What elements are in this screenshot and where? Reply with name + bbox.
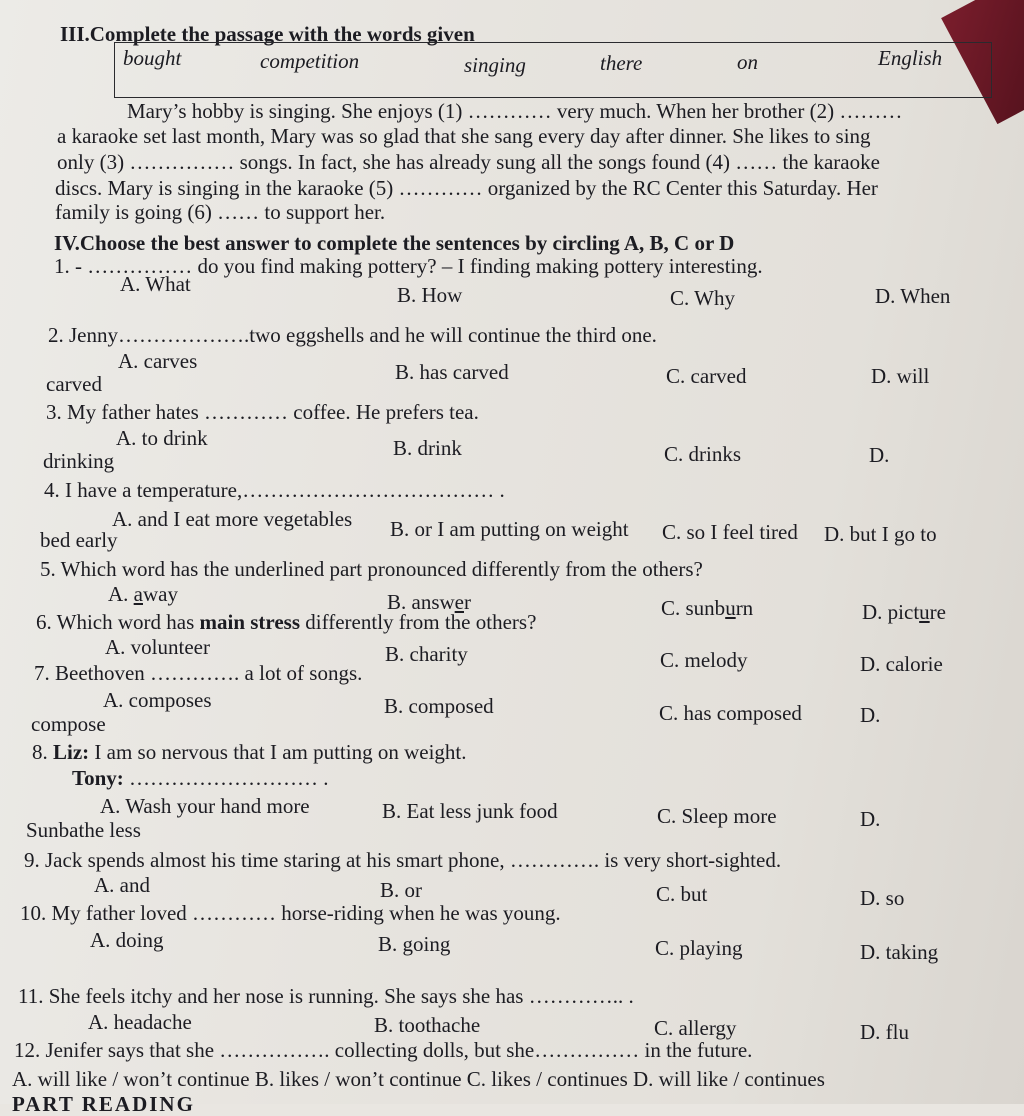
option-c[interactable]: C. Why xyxy=(670,286,735,310)
option-a[interactable]: A. and I eat more vegetables xyxy=(112,507,353,531)
stem-emphasis: main stress xyxy=(199,610,301,634)
question-stem: 7. Beethoven …………. a lot of songs. xyxy=(34,661,363,685)
passage-line: discs. Mary is singing in the karaoke (5) ………… organized by the RC Center this Saturday. Her xyxy=(55,176,878,200)
option-c[interactable] xyxy=(661,596,753,620)
option-d[interactable]: D. xyxy=(860,703,881,727)
underlined-letter: u xyxy=(725,596,736,620)
word-item: bought xyxy=(123,46,182,70)
option-d[interactable] xyxy=(862,600,946,624)
option-c[interactable]: C. melody xyxy=(660,648,748,672)
option-d[interactable]: D. flu xyxy=(860,1020,909,1044)
option-a[interactable]: A. composes xyxy=(103,688,212,712)
option-c[interactable]: C. so I feel tired xyxy=(662,520,798,544)
option-d[interactable]: D. When xyxy=(875,284,951,308)
option-a[interactable]: A. carves xyxy=(118,349,198,373)
word-item: competition xyxy=(260,49,360,73)
option-c[interactable]: C. playing xyxy=(655,936,743,960)
speaker-tony: Tony: xyxy=(72,766,124,790)
option-c-suffix: rn xyxy=(735,596,754,620)
option-d-continued: bed early xyxy=(40,528,118,552)
option-b[interactable]: B. composed xyxy=(384,694,494,718)
option-d-continued: Sunbathe less xyxy=(26,818,141,842)
question-stem: 10. My father loved ………… horse-riding when he was young. xyxy=(20,901,561,925)
option-b[interactable]: B. going xyxy=(378,932,451,956)
option-d[interactable]: D. will xyxy=(871,364,930,388)
option-a[interactable]: A. headache xyxy=(88,1010,192,1034)
option-a-suffix: way xyxy=(143,582,178,606)
speaker-liz: Liz: xyxy=(53,740,90,764)
option-b[interactable]: B. charity xyxy=(385,642,468,666)
option-c[interactable]: C. carved xyxy=(666,364,747,388)
option-d[interactable]: D. so xyxy=(860,886,905,910)
option-row[interactable]: A. will like / won’t continue B. likes / won’t continue C. likes / continues D. will like / continues xyxy=(12,1067,825,1091)
underlined-letter: u xyxy=(919,600,930,624)
option-b-suffix: r xyxy=(464,590,471,614)
question-stem: 4. I have a temperature,……………………………… . xyxy=(44,478,505,502)
option-d[interactable]: D. xyxy=(869,443,890,467)
option-b[interactable]: B. has carved xyxy=(395,360,509,384)
section-3-heading: III.Complete the passage with the words given xyxy=(60,22,475,46)
option-a[interactable]: A. What xyxy=(120,272,191,296)
word-item: English xyxy=(878,46,943,70)
option-b[interactable]: B. Eat less junk food xyxy=(382,799,558,823)
option-b-prefix: B. answ xyxy=(387,590,455,614)
option-d[interactable]: D. xyxy=(860,807,881,831)
option-a[interactable]: A. Wash your hand more xyxy=(100,794,310,818)
option-a[interactable]: A. to drink xyxy=(116,426,208,450)
option-c[interactable]: C. Sleep more xyxy=(657,804,777,828)
section-4-heading: IV.Choose the best answer to complete the sentences by circling A, B, C or D xyxy=(54,231,735,255)
question-stem: 2. Jenny……………….two eggshells and he will continue the third one. xyxy=(48,323,657,347)
option-a-prefix: A. xyxy=(108,582,134,606)
question-stem: 5. Which word has the underlined part pronounced differently from the others? xyxy=(40,557,703,581)
question-stem: 12. Jenifer says that she ……………. collecting dolls, but she…………… in the future. xyxy=(14,1038,753,1062)
option-d[interactable]: D. but I go to xyxy=(824,522,937,546)
tony-line xyxy=(72,766,329,790)
passage-line: a karaoke set last month, Mary was so glad that she sang every day after dinner. She likes to sing xyxy=(57,124,871,148)
option-b[interactable]: B. toothache xyxy=(374,1013,481,1037)
answer-blank: ……………………… . xyxy=(129,766,329,790)
option-c[interactable]: C. but xyxy=(656,882,708,906)
word-item: on xyxy=(737,50,758,74)
liz-line: I am so nervous that I am putting on weight. xyxy=(94,740,467,764)
option-d-prefix: D. pict xyxy=(862,600,920,624)
option-a[interactable]: A. doing xyxy=(90,928,164,952)
option-d-suffix: re xyxy=(929,600,946,624)
word-item: singing xyxy=(464,53,526,77)
option-c[interactable]: C. drinks xyxy=(664,442,742,466)
underlined-letter: e xyxy=(454,590,464,614)
passage-line: only (3) …………… songs. In fact, she has already sung all the songs found (4) …… the karaoke xyxy=(57,150,880,174)
passage-line: family is going (6) …… to support her. xyxy=(55,200,386,224)
stem-prefix: 6. Which word has xyxy=(36,610,200,634)
option-a[interactable]: A. and xyxy=(94,873,150,897)
question-stem: 11. She feels itchy and her nose is running. She says she has ………….. . xyxy=(18,984,634,1008)
option-d[interactable]: D. calorie xyxy=(860,652,943,676)
option-d-continued: carved xyxy=(46,372,102,396)
option-c[interactable]: C. has composed xyxy=(659,701,802,725)
option-d-continued: compose xyxy=(31,712,106,736)
option-b[interactable]: B. drink xyxy=(393,436,462,460)
word-item: there xyxy=(600,51,643,75)
option-b[interactable]: B. or I am putting on weight xyxy=(390,517,629,541)
part-reading-heading: PART READING xyxy=(12,1092,195,1116)
option-a[interactable] xyxy=(108,582,178,606)
word-box xyxy=(114,42,992,98)
option-b[interactable]: B. or xyxy=(380,878,422,902)
question-number: 8. xyxy=(32,740,53,764)
option-c-prefix: C. sunb xyxy=(661,596,726,620)
passage-line: Mary’s hobby is singing. She enjoys (1) ………… very much. When her brother (2) ……… xyxy=(127,99,903,123)
option-d-continued: drinking xyxy=(43,449,115,473)
question-stem xyxy=(36,610,536,634)
option-c[interactable]: C. allergy xyxy=(654,1016,737,1040)
stem-suffix: differently from the others? xyxy=(300,610,537,634)
option-a[interactable]: A. volunteer xyxy=(105,635,210,659)
option-b[interactable]: B. How xyxy=(397,283,463,307)
option-d[interactable]: D. taking xyxy=(860,940,939,964)
question-stem: 1. - …………… do you find making pottery? – I finding making pottery interesting. xyxy=(54,254,763,278)
question-stem xyxy=(32,740,467,764)
underlined-letter: a xyxy=(133,582,143,606)
question-stem: 3. My father hates ………… coffee. He prefers tea. xyxy=(46,400,479,424)
question-stem: 9. Jack spends almost his time staring at his smart phone, …………. is very short-sighted. xyxy=(24,848,782,872)
